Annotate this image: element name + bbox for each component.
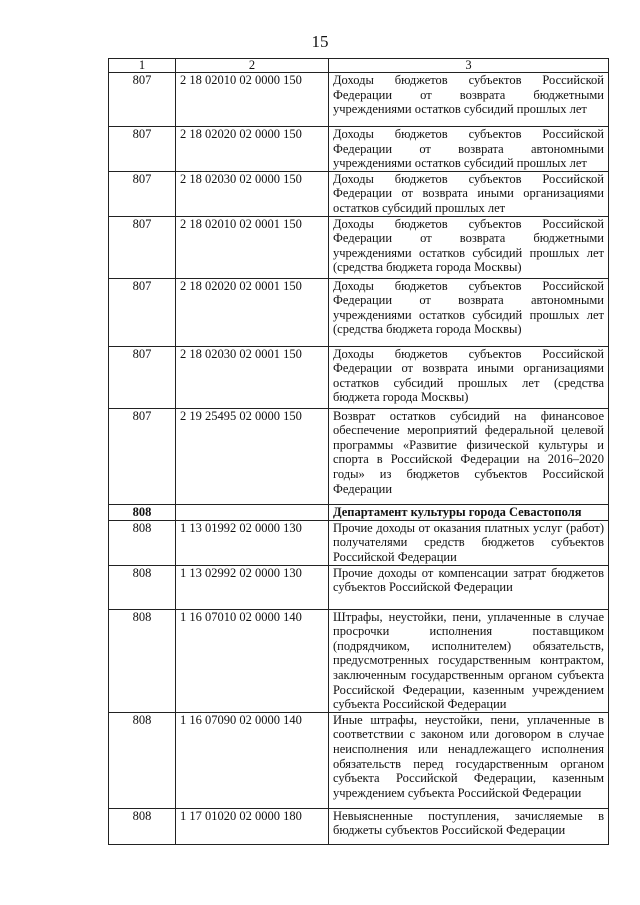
budget-code-cell: 2 18 02030 02 0000 150 <box>176 171 329 216</box>
column-header-admin: 1 <box>109 59 176 73</box>
revenue-description-cell: Доходы бюджетов субъектов Российской Федерации от возврата бюджетными учреждениями остатков субсидий прошлых лет <box>329 73 609 127</box>
admin-code-cell: 808 <box>109 712 176 808</box>
admin-code-cell: 807 <box>109 346 176 408</box>
revenue-description-cell: Штрафы, неустойки, пени, уплаченные в случае просрочки исполнения поставщиком (подрядчиком, исполнителем) обязательств, предусмотренных государственным контрактом, заключенным государственным органом субъекта Российской Федерации, казенным учреждением субъекта Российской Федерации <box>329 609 609 712</box>
budget-code-cell: 1 13 01992 02 0000 130 <box>176 520 329 565</box>
budget-code-cell: 2 18 02030 02 0001 150 <box>176 346 329 408</box>
table-row <box>109 73 609 127</box>
admin-code-cell: 808 <box>109 808 176 844</box>
table-row <box>109 565 609 609</box>
revenue-description-cell: Доходы бюджетов субъектов Российской Федерации от возврата автономными учреждениями остатков субсидий прошлых лет <box>329 127 609 172</box>
budget-code-cell: 1 17 01020 02 0000 180 <box>176 808 329 844</box>
table-row <box>109 216 609 278</box>
table-row <box>109 171 609 216</box>
budget-code-cell: 1 16 07090 02 0000 140 <box>176 712 329 808</box>
table-row <box>109 408 609 504</box>
table-row <box>109 609 609 712</box>
admin-code-cell: 807 <box>109 278 176 346</box>
table-row <box>109 346 609 408</box>
admin-code-cell: 807 <box>109 73 176 127</box>
department-name-cell: Департамент культуры города Севастополя <box>329 504 609 520</box>
table-header-row <box>109 59 609 73</box>
table-row <box>109 278 609 346</box>
revenue-description-cell: Доходы бюджетов субъектов Российской Федерации от возврата иными организациями остатков субсидий прошлых лет <box>329 171 609 216</box>
table-row <box>109 808 609 844</box>
revenue-description-cell: Доходы бюджетов субъектов Российской Федерации от возврата бюджетными учреждениями остатков субсидий прошлых лет (средства бюджета города Москвы) <box>329 216 609 278</box>
table-row <box>109 127 609 172</box>
admin-code-cell: 808 <box>109 520 176 565</box>
table-row <box>109 712 609 808</box>
admin-code-cell: 807 <box>109 127 176 172</box>
admin-code-cell: 808 <box>109 609 176 712</box>
revenue-description-cell: Доходы бюджетов субъектов Российской Федерации от возврата иными организациями остатков субсидий прошлых лет (средства бюджета города Москвы) <box>329 346 609 408</box>
column-header-code: 2 <box>176 59 329 73</box>
admin-code-cell: 807 <box>109 171 176 216</box>
budget-code-cell: 2 18 02010 02 0001 150 <box>176 216 329 278</box>
admin-code-cell: 808 <box>109 504 176 520</box>
revenue-description-cell: Прочие доходы от оказания платных услуг (работ) получателями средств бюджетов субъектов Российской Федерации <box>329 520 609 565</box>
revenue-description-cell: Невыясненные поступления, зачисляемые в бюджеты субъектов Российской Федерации <box>329 808 609 844</box>
admin-code-cell: 807 <box>109 408 176 504</box>
admin-code-cell: 807 <box>109 216 176 278</box>
revenue-description-cell: Иные штрафы, неустойки, пени, уплаченные в соответствии с законом или договором в случае неисполнения или ненадлежащего исполнения обязательств перед государственным органом субъекта Российской Федерации, казенным учреждением субъекта Российской Федерации <box>329 712 609 808</box>
revenue-description-cell: Доходы бюджетов субъектов Российской Федерации от возврата автономными учреждениями остатков субсидий прошлых лет (средства бюджета города Москвы) <box>329 278 609 346</box>
revenue-classification-table <box>108 58 609 845</box>
budget-code-cell <box>176 504 329 520</box>
budget-code-cell: 2 18 02020 02 0001 150 <box>176 278 329 346</box>
revenue-description-cell: Прочие доходы от компенсации затрат бюджетов субъектов Российской Федерации <box>329 565 609 609</box>
page-number: 15 <box>311 32 329 51</box>
budget-code-cell: 2 19 25495 02 0000 150 <box>176 408 329 504</box>
table-row <box>109 520 609 565</box>
budget-code-cell: 1 16 07010 02 0000 140 <box>176 609 329 712</box>
revenue-description-cell: Возврат остатков субсидий на финансовое обеспечение мероприятий федеральной целевой программы «Развитие физической культуры и спорта в Российской Федерации на 2016–2020 годы» из бюджетов субъектов Российской Федерации <box>329 408 609 504</box>
budget-code-cell: 1 13 02992 02 0000 130 <box>176 565 329 609</box>
column-header-name: 3 <box>329 59 609 73</box>
budget-code-cell: 2 18 02020 02 0000 150 <box>176 127 329 172</box>
admin-code-cell: 808 <box>109 565 176 609</box>
department-row <box>109 504 609 520</box>
budget-code-cell: 2 18 02010 02 0000 150 <box>176 73 329 127</box>
